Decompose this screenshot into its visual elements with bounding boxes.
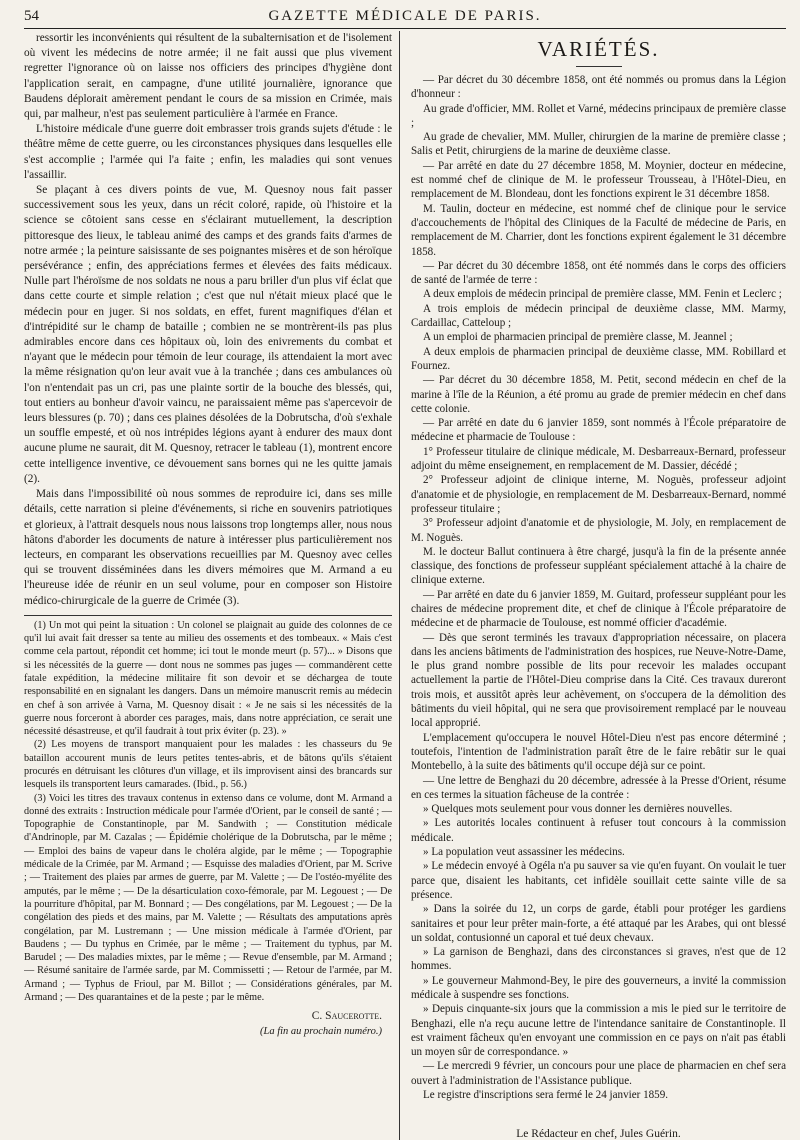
news-paragraph: — Par décret du 30 décembre 1858, ont été nommés dans le corps des officiers de santé de l'armée de terre : bbox=[411, 259, 786, 287]
article-paragraph: ressortir les inconvénients qui résultent de la subalternisation et de l'isolement où vivent les médecins de notre armée; il ne fait aussi que plus vivement regretter l'ignorance où on laisse nos officiers des principes d'hygiène dont l'application serait, en campagne, d'une utilité journalière, ignorance que Baudens déplorait amèrement pendant le cours de sa mission en Crimée, mais qui, par malheur, n'est pas seulement particulière à l'armée en France. bbox=[24, 32, 392, 121]
news-paragraph: A deux emplois de médecin principal de première classe, MM. Fenin et Leclerc ; bbox=[423, 288, 782, 301]
news-paragraph: L'emplacement qu'occupera le nouvel Hôtel-Dieu n'est pas encore déterminé ; toutefois, l'intention de l'administration paraît être de le faire rebâtir sur le quai Montebello, à la suite des bâtiments qu'il occupe déjà sur ce point. bbox=[411, 731, 786, 773]
news-paragraph: » La garnison de Benghazi, dans des circonstances si graves, n'est que de 12 hommes. bbox=[411, 946, 786, 973]
news-paragraph: Au grade de chevalier, MM. Muller, chirurgien de la marine de première classe ; Salis et Petit, chirurgiens de la marine de deuxième classe. bbox=[411, 131, 786, 158]
news-paragraph: — Par décret du 30 décembre 1858, M. Petit, second médecin en chef de la marine à l'île de la Réunion, a été promu au grade de premier médecin en chef dans cette colonie. bbox=[411, 374, 786, 415]
news-paragraph: — Par arrêté en date du 6 janvier 1859, sont nommés à l'École préparatoire de médecine et pharmacie de Toulouse : bbox=[411, 417, 786, 444]
footnote: (1) Un mot qui peint la situation : Un colonel se plaignait au guide des colonnes de ce qu'il lui avait fait dresser sa tente au milieu des ossements et des tombeaux. « Mais c'est comme cela partout, répondit cet homme; ici tout le monde meurt (p. 57)... » Disons que si les nécessités de la guerre — dont nous ne sommes pas juges — commandèrent cette fatale expédition, la médecine militaire fit son devoir et se déchargea de toute responsabilité en en signalant les dangers. Dans un mémoire manuscrit remis au médecin en chef à son arrivée à Varna, M. Quesnoy disait : « Je ne sais si les nécessités de la guerre nous forceront à aborder ces parages, mais, dans notre appréciation, ce serait une nécessité désastreuse, et qu'il faudrait à tout prix éviter (p. 23). » bbox=[24, 619, 392, 738]
news-paragraph: » Quelques mots seulement pour vous donner les dernières nouvelles. bbox=[423, 803, 733, 816]
section-title: VARIÉTÉS. bbox=[537, 37, 660, 61]
right-column bbox=[399, 31, 786, 1140]
news-paragraph: » Le médecin envoyé à Ogéla n'a pu sauver sa vie qu'en fuyant. On voulait le tuer parce que, disaient les habitants, cet infidèle souillait cette sainte ville de sa présence. bbox=[411, 860, 786, 901]
footnote: (2) Les moyens de transport manquaient pour les malades : les chasseurs du 9e bataillon accourent munis de leurs petites tentes-abris, et de bâtons qu'ils s'étaient procurés en détruisant les clôtures d'un village, et ils improvisent ainsi des brancards sur lesquels ils transportent leurs camarades. (Ibid., p. 56.) bbox=[24, 739, 392, 791]
news-paragraph: A un emploi de pharmacien principal de première classe, M. Jeannel ; bbox=[423, 331, 733, 344]
news-paragraph: — Par arrêté en date du 6 janvier 1859, M. Guitard, professeur suppléant pour les chaires de médecine proprement dite, et chef de clinique à l'École préparatoire de médecine et de pharmacie de Toulouse, est nommé officier d'académie. bbox=[411, 588, 786, 630]
left-column bbox=[24, 31, 399, 1140]
news-paragraph: Le registre d'inscriptions sera fermé le 24 janvier 1859. bbox=[423, 1089, 669, 1102]
footnotes bbox=[24, 615, 392, 1005]
article-paragraph: L'histoire médicale d'une guerre doit embrasser trois grands sujets d'étude : le théâtre même de cette guerre, ou les circonstances physiques dans lesquelles elle s'est accomplie ; l'armée qui l'a faite ; enfin, les maladies qui sont venues l'assaillir. bbox=[24, 123, 392, 181]
news-paragraph: M. le docteur Ballut continuera à être chargé, jusqu'à la fin de la présente année classique, des fonctions de professeur suppléant spécialement attaché à la chaire de clinique externe. bbox=[411, 545, 786, 587]
article-paragraph: Se plaçant à ces divers points de vue, M. Quesnoy nous fait passer successivement sous les yeux, dans un récit coloré, rapide, où l'histoire et la science se côtoient sans cesse en s'éclairant mutuellement, la description pittoresque des lieux, le tableau animé des camps et des grands faits d'armes de notre armée ; la peinture saisissante de ses poignantes misères et de son héroïque persévérance ; enfin, des appréciations fermes et élevées des faits médicaux. Nulle part l'héroïsme de nos soldats ne nous a paru briller d'un plus vif éclat que dans cette courte et simple relation ; c'est que nul n'était mieux placé que le médecin pour en juger. Si nos soldats, en effet, furent magnifiques d'élan et d'intrépidité sur le champ de bataille ; combien ne se montrèrent-ils pas plus admirables encore dans ces hôpitaux où, loin des enivrements du combat et n'ayant que le médecin pour témoin de leur courage, ils attendaient la mort avec la même résignation qu'on leur avait vue à la tranchée ; dans ces ambulances où l'on n'entendait pas un cri, pas une plainte sortir de la bouche des blessés, qui, tout entiers au bonheur d'avoir vaincu, ne paraissaient même pas s'apercevoir de leurs blessures (p. 70) ; dans ces plaines désolées de la Dobrutscha, d'où s'exhale un souffle empesté, et où nos intrépides légions ayant à endurer des maux dont aucune plume ne saurait, dit M. Quesnoy, retracer le tableau (1), montrent encore cette intelligence inventive, ce dévouement sans bornes qui ne les quitte jamais (2). bbox=[24, 184, 392, 485]
article-body bbox=[24, 31, 392, 609]
news-paragraph: » La population veut assassiner les médecins. bbox=[423, 846, 625, 859]
news-paragraph: — Dès que seront terminés les travaux d'appropriation nécessaire, on placera dans les anciens bâtiments de l'administration des hospices, rue Neuve-Notre-Dame, le plus grand nombre possible de lits pour recevoir les malades occupant actuellement la partie de l'Hôtel-Dieu comprise dans la Cité. Ces travaux dureront trois mois, et aussitôt après leur achèvement, on s'occupera de la démolition des bâtiments du vieil hôpital, qui ne sera que provisoirement remplacé par le nouveau local approprié. bbox=[411, 631, 786, 730]
page-number: 54 bbox=[24, 8, 39, 24]
news-paragraph: 3° Professeur adjoint d'anatomie et de physiologie, M. Joly, en remplacement de M. Noguès. bbox=[411, 517, 786, 544]
news-paragraph: M. Taulin, docteur en médecine, est nommé chef de clinique pour le service d'accouchements de l'hôpital des Cliniques de la Faculté de médecine de Paris, en remplacement de M. Charrier, dont les fonctions expirent également le 31 décembre 1858. bbox=[411, 202, 786, 258]
news-paragraph: A deux emplois de pharmacien principal de deuxième classe, MM. Robillard et Fournez. bbox=[411, 345, 786, 372]
news-paragraph: » Les autorités locales continuent à refuser tout concours à la commission médicale. bbox=[411, 817, 786, 844]
news-paragraph: » Le gouverneur Mahmond-Bey, le pire des gouverneurs, a invité la commission médicale à suspendre ses fonctions. bbox=[411, 974, 786, 1001]
news-paragraph: — Par décret du 30 décembre 1858, ont été nommés ou promus dans la Légion d'honneur : bbox=[411, 74, 786, 101]
continuation-note: (La fin au prochain numéro.) bbox=[259, 1026, 382, 1038]
page-header bbox=[24, 6, 786, 29]
news-paragraph: — Une lettre de Benghazi du 20 décembre, adressée à la Presse d'Orient, résume en ces termes la situation fâcheuse de la contrée : bbox=[411, 774, 786, 801]
news-paragraph: — Par arrêté en date du 27 décembre 1858, M. Moynier, docteur en médecine, est nommé chef de clinique de M. le professeur Trousseau, à l'Hôtel-Dieu, en remplacement de M. Blondeau, dont les fonctions expirent le 31 décembre 1858. bbox=[411, 159, 786, 201]
article-paragraph: Mais dans l'impossibilité où nous sommes de reproduire ici, dans ses mille détails, cette narration si pleine d'événements, si riche en souvenirs patriotiques et glorieux, à l'attrait desquels nous nous laissons trop longtemps aller, nous nous hâtons d'aborder les documents de nature à intéresser plus particulièrement nos lecteurs, en comparant les observations recueillies par M. Quesnoy avec celles qui se trouvent disséminées dans les divers mémoires que M. Armand a eu l'heureuse idée de réunir en un seul volume, pour en composer son Histoire médico-chirurgicale de la guerre de Crimée (3). bbox=[24, 488, 392, 607]
news-paragraph: 1° Professeur titulaire de clinique médicale, M. Desbarreaux-Bernard, professeur adjoint du même enseignement, en remplacement de M. Dassier, décédé ; bbox=[411, 445, 786, 473]
news-paragraph: » Depuis cinquante-six jours que la commission a mis le pied sur le territoire de Benghazi, elle n'a reçu aucune lettre de l'intendance sanitaire de Constantinople. Il est vraiment fâcheux qu'en envoyant une commission en ce pays on n'ait pas établi un moyen sûr de correspondance. » bbox=[411, 1003, 786, 1059]
editor-signature: Le Rédacteur en chef, Jules Guérin. bbox=[516, 1128, 681, 1140]
news-paragraph: » Dans la soirée du 12, un corps de garde, établi pour protéger les gardiens sanitaires et pour leur prêter main-forte, a été attaqué par les Arabes, qui ont blessé un soldat, contusionné un caporal et tué deux chevaux. bbox=[411, 903, 786, 944]
columns bbox=[24, 31, 786, 1140]
news-items bbox=[411, 73, 786, 1102]
footnote: (3) Voici les titres des travaux contenus in extenso dans ce volume, dont M. Armand a donné des extraits : Instruction médicale pour l'armée d'Orient, par le conseil de santé ; — Topographie de Constantinople, par M. Sandwith ; — Constitution médicale d'Andrinople, par M. Cazalas ; — Épidémie cholérique de la Dobrutscha, par le même ; — Emploi des bains de vapeur dans le choléra algide, par le même ; — Topographie médicale de la Crimée, par M. Armand ; — Esquisse des maladies d'Orient, par M. Scrive ; — Traitement des plaies par armes de guerre, par M. Valette ; — De l'ostéo-myélite des amputés, par le même ; — De la désarticulation coxo-fémorale, par M. Legouest ; — De la pourriture d'hôpital, par M. Bonnard ; — Des congélations, par M. Legouest ; — De la congélation des pieds et des mains, par M. Valette ; — Résultats des amputations après congélation, par M. Lustremann ; — Une mission médicale à l'armée d'Orient, par Baudens ; — Du typhus en Crimée, par le même ; — Traitement du typhus, par M. Barudel ; — Des maladies mixtes, par le même ; — Revue d'ensemble, par M. Armand ; — Résumé sanitaire de l'armée sarde, par M. Commissetti ; — Retour de l'armée, par M. Armand ; — Typhus de Frioul, par M. Billot ; — Considérations générales, par M. Armand ; — Des quarantaines et de la peste ; par le même. bbox=[24, 792, 392, 1004]
author-signature: C. Saucerotte. bbox=[311, 1010, 382, 1023]
news-paragraph: A trois emplois de médecin principal de deuxième classe, MM. Marmy, Cardaillac, Catteloup ; bbox=[411, 302, 786, 330]
news-paragraph: Au grade d'officier, MM. Rollet et Varné, médecins principaux de première classe ; bbox=[411, 102, 786, 129]
news-paragraph: 2° Professeur adjoint de clinique interne, M. Noguès, professeur adjoint d'anatomie et de physiologie, en remplacement de M. Desbarreaux-Bernard, nommé professeur titulaire ; bbox=[411, 474, 786, 515]
publication-title: GAZETTE MÉDICALE DE PARIS. bbox=[268, 8, 542, 24]
title-rule bbox=[576, 66, 622, 67]
news-paragraph: — Le mercredi 9 février, un concours pour une place de pharmacien en chef sera ouvert à l'administration de l'Assistance publique. bbox=[411, 1060, 786, 1087]
